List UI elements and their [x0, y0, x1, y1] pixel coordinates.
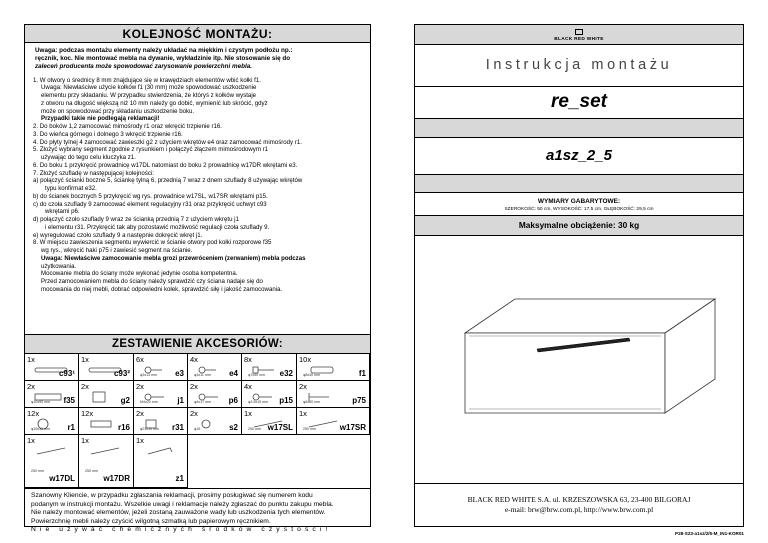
accessory-code: f1 — [358, 369, 366, 378]
divider-band — [415, 119, 743, 138]
accessory-qty: 1x — [81, 436, 89, 445]
accessory-cell-w17sr — [297, 408, 370, 435]
accessory-part-icon — [142, 444, 178, 458]
product-drawing — [415, 237, 743, 484]
accessory-dimension: 250 mm — [85, 469, 98, 473]
accessory-cell-c93 — [25, 354, 79, 381]
max-load: Maksymalne obciążenie: 30 kg — [415, 216, 743, 236]
step-line: 4. Do płyty tylnej 4 zamocować zawieszki g2 z użyciem wkrętów e4 oraz zamocować mimośrody r1. — [33, 138, 302, 146]
company-footer — [415, 485, 743, 526]
accessory-qty: 10x — [299, 355, 312, 364]
accessory-cell-e32 — [242, 354, 297, 381]
accessory-code: w17SR — [339, 423, 366, 432]
accessory-qty: 2x — [136, 409, 144, 418]
accessory-cell-r16 — [79, 408, 134, 435]
accessory-dimension: M4x20 mm — [140, 400, 158, 404]
accessory-dimension: φ21x10 mm — [140, 427, 160, 431]
accessory-code: w17DR — [103, 474, 130, 483]
step-line: 5. Złożyć wybrany segment zgodnie z rysunkiem i połączyć złączem mimośrodowym r1 — [33, 146, 269, 154]
note-line: podanym w instrukcji montażu. Wszelkie uwagi i reklamacje należy zgłaszać do punktu zakupu mebla. — [31, 500, 334, 508]
step-line: Uwaga: Niewłaściwe zamocowanie mebla grozi przewróceniem (zerwaniem) mebla podczas — [41, 254, 306, 262]
accessory-cell-f35 — [25, 381, 79, 408]
accessory-dimension: φ4x17 mm — [194, 400, 212, 404]
warning-line: ręcznik, koc. Nie montować mebla na dywanie, wykładzinie itp. Nie stosowanie się do — [35, 55, 291, 63]
step-line: 2. Do boków 1,2 zamocować mimośrody r1 oraz wkręcić trzpienie r16. — [33, 123, 222, 131]
accessory-qty: 2x — [190, 409, 198, 418]
step-line: Przed zamocowaniem mebla do ściany należy sprawdzić czy ściana nadaje się do — [41, 278, 263, 286]
accessory-code: p15 — [279, 396, 293, 405]
accessory-code: p75 — [352, 396, 366, 405]
divider-band — [415, 175, 743, 193]
accessory-qty: 1x — [136, 436, 144, 445]
note-line: Nie używać chemicznych środków czystości! — [31, 526, 332, 534]
accessory-code: r31 — [171, 423, 184, 432]
accessory-code: e4 — [229, 369, 238, 378]
accessory-code: e32 — [279, 369, 293, 378]
accessory-dimension: 250 mm — [31, 469, 44, 473]
step-line: użytkowania. — [41, 262, 77, 270]
accessory-cell-p15 — [242, 381, 297, 408]
brand-header — [415, 25, 743, 45]
accessory-code: z1 — [175, 474, 184, 483]
accessory-code: r16 — [117, 423, 130, 432]
warning-line: zaleceń producenta może spowodować zarysowanie powierzchni mebla. — [35, 63, 252, 71]
accessory-qty: 2x — [190, 382, 198, 391]
accessory-dimension: φ16 — [194, 427, 201, 431]
accessory-dimension: φ10x50 mm — [31, 400, 51, 404]
info-panel — [414, 24, 744, 527]
accessory-cell-w17dr — [79, 435, 134, 488]
accessory-cell-e3 — [134, 354, 188, 381]
accessory-dimension: φ3x11 mm — [194, 373, 211, 377]
accessory-qty: 2x — [299, 382, 307, 391]
accessory-part-icon — [87, 444, 123, 458]
drawer-cabinet-drawing — [415, 237, 743, 484]
step-line: c) do czoła szuflady 9 zamocować element regulacyjny r31 oraz przykręcić uchwyt c93 — [33, 200, 267, 208]
accessory-qty: 2x — [81, 382, 89, 391]
overall-dimensions — [415, 193, 743, 216]
company-address: BLACK RED WHITE S.A. ul. KRZESZOWSKA 63, 23-400 BILGORAJ — [467, 495, 691, 504]
note-line: Nie należy montować elementów, jeżeli zostaną zauważone wady lub uszkodzenia tych elementów. — [31, 509, 326, 517]
accessory-cell-j1 — [134, 381, 188, 408]
step-line: używając do tego celu kluczyka z1. — [41, 154, 136, 162]
assembly-panel — [24, 24, 371, 534]
company-contact: e-mail: brw@brw.com.pl, http://www.brw.com.pl — [504, 505, 654, 514]
step-line: typu konfirmat e32. — [45, 185, 97, 193]
accessory-dimension: φ6x80 mm — [303, 400, 321, 404]
accessory-qty: 4x — [244, 382, 252, 391]
note-line: Szanowny Kliencie, w przypadku zgłaszania reklamacji, prosimy posługiwać się numerem kodu — [31, 492, 313, 499]
step-line: 1. W otwory o średnicy 8 mm znajdujące się w krawędziach elementów wbić kołki f1. — [33, 76, 261, 84]
accessory-cell-g2 — [79, 381, 134, 408]
accessory-cell-r1 — [25, 408, 79, 435]
product-name: re_set — [415, 87, 743, 119]
accessory-code: j1 — [177, 396, 184, 405]
accessory-code: s2 — [229, 423, 238, 432]
accessory-dimension: φ8x30 mm — [303, 373, 321, 377]
accessories-title: ZESTAWIENIE AKCESORIÓW: — [25, 334, 370, 354]
accessory-qty: 6x — [136, 355, 144, 364]
accessory-qty: 1x — [299, 409, 307, 418]
accessory-qty: 8x — [244, 355, 252, 364]
dimensions-heading: WYMIARY GABARYTOWE: — [537, 198, 621, 205]
accessory-cell-z1 — [134, 435, 188, 488]
model-code: a1sz_2_5 — [415, 138, 743, 175]
accessory-dimension: 250 mm — [303, 427, 316, 431]
step-line: 7. Złożyć szufladę w następującej kolejności: — [33, 169, 154, 177]
assembly-steps — [25, 75, 370, 294]
accessory-qty: 12x — [27, 409, 40, 418]
accessory-code: w17SL — [267, 423, 293, 432]
brand-name: BLACK RED WHITE — [554, 37, 604, 42]
step-line: 8. W miejscu zawieszenia segmentu wywiercić w ścianie otwory pod kołki rozporowe f35 — [33, 239, 272, 247]
accessory-qty: 1x — [27, 355, 35, 364]
warning-line: Uwaga: podczas montażu elementy należy układać na miękkim i czystym podłożu np.: — [35, 47, 293, 54]
accessory-cell-r31 — [134, 408, 188, 435]
step-line: z otworu na długość większą niż 10 mm należy go dobić, wymienić lub skrócić, gdyż — [41, 99, 268, 107]
brand-logo-icon — [575, 29, 583, 35]
accessory-code: g2 — [120, 396, 130, 405]
step-line: e) wyregulować czoło szuflady 9 a następnie dokręcić wkręt j1. — [33, 231, 203, 239]
accessory-code: e3 — [175, 369, 184, 378]
accessory-cell-w17sl — [242, 408, 297, 435]
accessory-qty: 1x — [81, 355, 89, 364]
accessory-cell-c93 — [79, 354, 134, 381]
accessory-cell-p6 — [188, 381, 242, 408]
step-line: d) połączyć czoło szuflady 9 wraz ze ścianką przednią 7 z użyciem wkrętu j1 — [33, 216, 239, 224]
step-line: Mocowanie mebla do ściany może wykonać jedynie osoba kompetentna. — [41, 270, 238, 278]
step-line: i elementu r31. Przykręcić tak aby pozostawić możliwość regulacji czoła szuflady 9. — [45, 223, 270, 231]
accessory-qty: 1x — [27, 436, 35, 445]
accessory-qty: 4x — [190, 355, 198, 364]
accessory-dimension: φ15x12 mm — [31, 427, 51, 431]
accessory-cell-w17dl — [25, 435, 79, 488]
step-line: wkrętami p6. — [45, 208, 80, 216]
accessory-cell-p75 — [297, 381, 370, 408]
accessory-cell-f1 — [297, 354, 370, 381]
accessory-dimension: φ7x50 mm — [248, 373, 266, 377]
step-line: Uwaga: Niewłaściwe użycie kołków f1 (30 mm) może spowodować uszkodzenie — [41, 84, 257, 92]
step-line: Przypadki takie nie podlegają reklamacji! — [41, 115, 160, 123]
step-line: wg rys., wkręcić haki p75 i zawiesić segment na ścianie. — [41, 247, 193, 255]
accessory-part-icon — [33, 444, 69, 458]
accessory-part-icon — [87, 390, 123, 404]
accessory-code: f35 — [63, 396, 75, 405]
accessory-qty: 2x — [27, 382, 35, 391]
accessory-code: r1 — [67, 423, 75, 432]
accessory-cell-e4 — [188, 354, 242, 381]
step-line: mocowania do niej mebli, dobrać odpowiedni kołek, sprawdzić siłę i jakość zamocowania. — [41, 285, 283, 293]
assembly-order-title: KOLEJNOŚĆ MONTAŻU: — [25, 25, 370, 43]
step-line: może on spowodować przy składaniu uszkodzenie boku. — [41, 107, 195, 115]
accessories-grid — [25, 354, 370, 488]
step-line: 3. Do wieńca górnego i dolnego 3 wkręcić trzpienie r16. — [33, 130, 183, 138]
accessory-qty: 2x — [136, 382, 144, 391]
customer-note — [25, 488, 370, 534]
accessory-code: w17DL — [49, 474, 75, 483]
accessory-qty: 12x — [81, 409, 94, 418]
step-line: b) do ścianek bocznych 5 przykręcić wg rys. prowadnice w17SL, w17SR wkrętami p15. — [33, 192, 268, 200]
document-id: P28-S23-a1sz/2/5-M_IN1-KOR01 — [675, 531, 744, 536]
accessory-code: p6 — [228, 396, 238, 405]
assembly-warning — [25, 43, 370, 75]
instructions-heading: Instrukcja montażu — [415, 45, 743, 87]
step-line: a) połączyć ścianki boczne 5, ściankę tylną 6, przednią 7 wraz z dnem szuflady 8 używając wkrętów — [33, 177, 303, 185]
dimensions-values: SZEROKOŚĆ: 50 cm, WYSOKOŚĆ: 17,5 cm, GŁĘBOKOŚĆ: 29,5 cm — [504, 207, 654, 212]
note-line: Powierzchnię mebli należy czyścić wilgotną szmatką lub papierowym ręcznikiem. — [31, 517, 271, 525]
accessory-code: c93¹ — [58, 369, 75, 378]
accessory-dimension: 250 mm — [248, 427, 261, 431]
accessory-dimension: φ3.5x15 mm — [248, 400, 269, 404]
step-line: elementu przy składaniu. W przypadku stwierdzenia, że któryś z kołków wystaje — [41, 92, 257, 100]
step-line: 6. Do boku 1 przykręcić prowadnicę w17DL natomiast do boku 2 prowadnicę w17DR wkrętami e3. — [33, 161, 298, 169]
accessory-qty: 1x — [244, 409, 252, 418]
accessory-cell-s2 — [188, 408, 242, 435]
accessory-part-icon — [196, 417, 232, 431]
accessory-code: c93² — [113, 369, 130, 378]
accessory-dimension: φ3x13 mm — [140, 373, 158, 377]
